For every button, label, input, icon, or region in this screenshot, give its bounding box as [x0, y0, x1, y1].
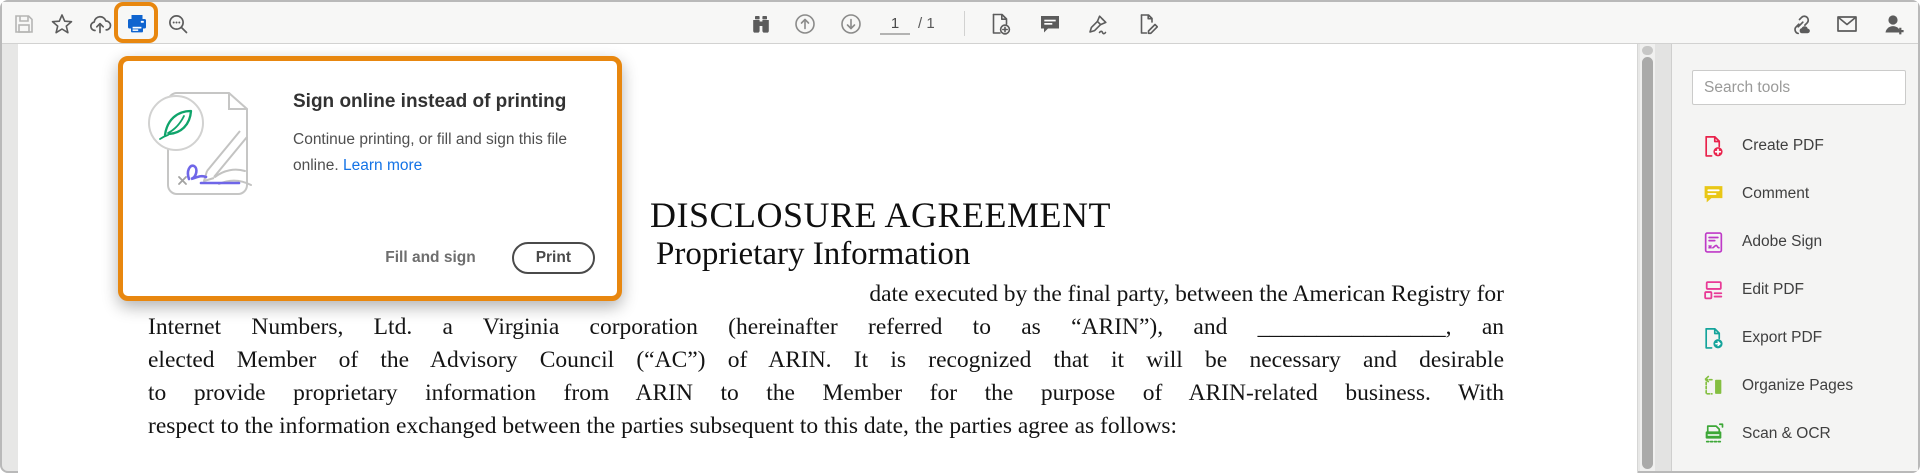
tool-item-adobe-sign[interactable]	[1672, 218, 1918, 266]
organize-pages-icon	[1702, 375, 1725, 398]
document-paragraph-line: elected Member of the Advisory Council (“AC”) of ARIN. It is recognized that it will be necessary and desirable	[148, 347, 1504, 373]
document-paragraph-line: to provide proprietary information from ARIN to the Member for the purpose of ARIN-related business. With	[148, 380, 1504, 406]
fill-sign-pen-icon[interactable]	[1084, 10, 1112, 38]
edit-page-icon[interactable]	[1132, 10, 1160, 38]
page-number-input[interactable]	[880, 13, 910, 35]
document-paragraph-line: respect to the information exchanged between the parties subsequent to this date, the parties agree as follows:	[148, 413, 1178, 439]
find-binoculars-icon[interactable]	[747, 10, 775, 38]
zoom-search-icon[interactable]	[164, 10, 192, 38]
adobe-sign-icon	[1702, 231, 1725, 254]
tool-item-organize-pages[interactable]	[1672, 362, 1918, 410]
scan-ocr-icon	[1702, 423, 1725, 446]
tool-label: Export PDF	[1742, 329, 1823, 346]
document-title-line1: DISCLOSURE AGREEMENT	[650, 195, 1112, 235]
top-toolbar	[2, 2, 1918, 44]
edit-pdf-icon	[1702, 279, 1725, 302]
star-icon[interactable]	[48, 10, 76, 38]
share-link-icon[interactable]	[1787, 10, 1815, 38]
sign-online-popup	[118, 56, 622, 301]
create-pdf-icon[interactable]	[986, 10, 1014, 38]
add-person-icon[interactable]	[1880, 10, 1908, 38]
create-pdf-icon	[1702, 135, 1725, 158]
document-paragraph-line: date executed by the final party, between the American Registry for	[869, 281, 1504, 307]
tools-panel	[1672, 44, 1918, 471]
comment-icon[interactable]	[1036, 10, 1064, 38]
tool-label: Create PDF	[1742, 137, 1824, 154]
document-paragraph-line: Internet Numbers, Ltd. a Virginia corporation (hereinafter referred to as “ARIN”), and ________________, an	[148, 314, 1504, 340]
learn-more-link[interactable]: Learn more	[343, 157, 423, 174]
scrollbar-thumb[interactable]	[1642, 57, 1653, 469]
comment-icon	[1702, 183, 1725, 206]
toolbar-divider	[964, 11, 965, 36]
email-icon[interactable]	[1833, 10, 1861, 38]
tool-item-comment[interactable]	[1672, 170, 1918, 218]
panel-gutter	[1655, 44, 1672, 471]
search-tools-input[interactable]	[1692, 70, 1906, 105]
fill-and-sign-button[interactable]: Fill and sign	[385, 249, 476, 266]
popup-body	[293, 127, 609, 179]
tool-label: Scan & OCR	[1742, 425, 1831, 442]
popup-actions	[385, 242, 595, 274]
tool-label: Adobe Sign	[1742, 233, 1823, 250]
tool-item-export-pdf[interactable]	[1672, 314, 1918, 362]
export-pdf-icon	[1702, 327, 1725, 350]
tool-item-edit-pdf[interactable]	[1672, 266, 1918, 314]
tool-item-scan-ocr[interactable]	[1672, 410, 1918, 458]
popup-title: Sign online instead of printing	[293, 91, 567, 112]
tool-label: Comment	[1742, 185, 1810, 202]
share-upload-icon[interactable]	[86, 10, 114, 38]
tool-item-create-pdf[interactable]	[1672, 122, 1918, 170]
print-icon[interactable]	[123, 10, 151, 38]
scrollbar-cap	[1642, 46, 1653, 55]
tool-label: Organize Pages	[1742, 377, 1854, 394]
save-icon[interactable]	[10, 10, 38, 38]
vertical-scrollbar[interactable]	[1640, 44, 1655, 471]
popup-body-text: Continue printing, or fill and sign this file online.	[293, 131, 567, 174]
document-title-line2: Proprietary Information	[656, 236, 971, 272]
print-button[interactable]: Print	[512, 242, 595, 274]
page-total-label: / 1	[918, 15, 935, 32]
sign-document-illustration	[143, 83, 277, 233]
previous-page-icon[interactable]	[791, 10, 819, 38]
tool-label: Edit PDF	[1742, 281, 1805, 298]
next-page-icon[interactable]	[837, 10, 865, 38]
